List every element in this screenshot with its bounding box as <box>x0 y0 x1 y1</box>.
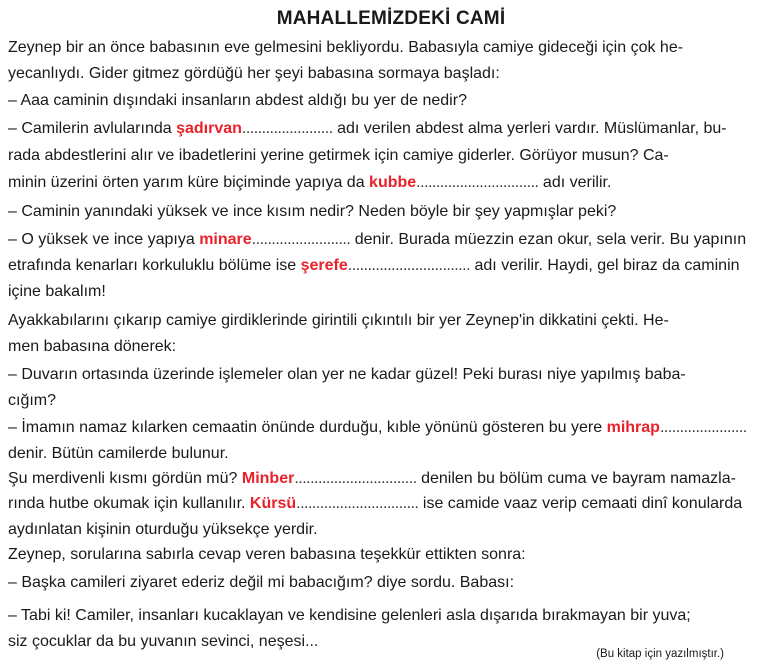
text-line <box>8 282 106 302</box>
text-line <box>8 606 691 626</box>
fill-in-blank <box>250 495 419 512</box>
text-segment: – O yüksek ve ince yapıya <box>8 231 200 248</box>
blank-dots: ............................... <box>416 174 539 191</box>
text-line <box>8 173 611 193</box>
text-line <box>8 545 526 565</box>
text-segment: – Camilerin avlularında <box>8 120 177 137</box>
text-segment: Zeynep bir an önce babasının eve gelmesini bekliyordu. Babasıyla camiye gideceği için çok he- <box>8 39 684 56</box>
text-line <box>8 202 616 222</box>
text-segment: Ayakkabılarını çıkarıp camiye girdiklerinde girintili çıkıntılı bir yer Zeynep'in dikkatini çekti. He- <box>8 312 669 329</box>
source-credit: (Bu kitap için yazılmıştır.) <box>596 648 724 660</box>
text-segment: minin üzerini örten yarım küre biçiminde yapıya da <box>8 174 370 191</box>
text-segment: cığım? <box>8 392 57 409</box>
text-segment: denilen bu bölüm cuma ve bayram namazla- <box>416 470 736 487</box>
text-segment: – Başka camileri ziyaret ederiz değil mi babacığım? diye sordu. Babası: <box>8 574 515 591</box>
fill-in-blank <box>607 419 747 436</box>
text-line <box>8 632 318 652</box>
blank-dots: ............................... <box>296 495 419 512</box>
handwritten-answer: Kürsü <box>249 495 297 512</box>
text-line <box>8 494 742 514</box>
fill-in-blank <box>199 231 350 248</box>
handwritten-answer: şerefe <box>300 257 348 274</box>
handwritten-answer: şadırvan <box>176 120 242 137</box>
fill-in-blank <box>369 174 538 191</box>
handwritten-answer: kubbe <box>369 174 417 191</box>
text-segment: – Duvarın ortasında üzerinde işlemeler olan yer ne kadar güzel! Peki burası niye yapılmış baba- <box>8 366 686 383</box>
text-segment: rında hutbe okumak için kullanılır. <box>8 495 250 512</box>
text-line <box>8 91 467 111</box>
text-segment: – Tabi ki! Camiler, insanları kucaklayan ve kendisine gelenleri asla dışarıda bırakmayan bir yuva; <box>8 607 691 624</box>
text-segment: ise camide vaaz verip cemaati dinî konularda <box>418 495 743 512</box>
text-line <box>8 119 727 139</box>
handwritten-answer: mihrap <box>606 419 660 436</box>
text-segment: Zeynep, sorularına sabırla cevap veren babasına teşekkür ettikten sonra: <box>8 546 526 563</box>
text-segment: adı verilir. <box>538 174 612 191</box>
blank-dots: ............................... <box>294 470 417 487</box>
document-title: MAHALLEMİZDEKİ CAMİ <box>276 8 506 29</box>
text-line <box>8 311 669 331</box>
text-segment: yecanlıydı. Gider gitmez gördüğü her şeyi babasına sormaya başladı: <box>8 65 500 82</box>
text-segment: – Caminin yanındaki yüksek ve ince kısım nedir? Neden böyle bir şey yapmışlar peki? <box>8 203 617 220</box>
text-segment: – İmamın namaz kılarken cemaatin önünde durduğu, kıble yönünü gösteren bu yere <box>8 419 607 436</box>
text-line <box>8 573 514 593</box>
handwritten-answer: minare <box>199 231 252 248</box>
text-segment: siz çocuklar da bu yuvanın sevinci, neşesi... <box>8 633 319 650</box>
text-segment: adı verilir. Haydi, gel biraz da caminin <box>470 257 740 274</box>
text-segment: denir. Bütün camilerde bulunur. <box>8 445 229 462</box>
text-line <box>8 444 229 464</box>
text-segment: aydınlatan kişinin oturduğu yüksekçe yerdir. <box>8 521 318 538</box>
text-line <box>8 337 176 357</box>
text-line <box>8 391 56 411</box>
text-line <box>8 230 746 250</box>
text-line <box>8 146 669 166</box>
text-segment: Şu merdivenli kısmı gördün mü? <box>8 470 242 487</box>
text-segment: rada abdestlerini alır ve ibadetlerini yerine getirmek için camiye giderler. Görüyor musun? Ca- <box>8 147 669 164</box>
text-line <box>8 64 500 84</box>
text-segment: etrafında kenarları korkuluklu bölüme ise <box>8 257 301 274</box>
text-line <box>8 469 736 489</box>
text-segment: denir. Burada müezzin ezan okur, sela verir. Bu yapının <box>350 231 747 248</box>
text-segment: içine bakalım! <box>8 283 106 300</box>
blank-dots: ....................... <box>241 120 333 137</box>
fill-in-blank <box>242 470 417 487</box>
blank-dots: ......................... <box>251 231 351 248</box>
text-line <box>8 256 740 276</box>
text-segment: men babasına dönerek: <box>8 338 177 355</box>
text-segment: adı verilen abdest alma yerleri vardır. Müslümanlar, bu- <box>332 120 727 137</box>
fill-in-blank <box>176 120 333 137</box>
text-line <box>8 365 686 385</box>
blank-dots: ...................... <box>659 419 747 436</box>
fill-in-blank <box>301 257 470 274</box>
blank-dots: ............................... <box>347 257 471 274</box>
text-line <box>8 418 747 438</box>
text-line <box>8 38 683 58</box>
text-segment: – Aaa caminin dışındaki insanların abdest aldığı bu yer de nedir? <box>8 92 467 109</box>
handwritten-answer: Minber <box>241 470 295 487</box>
text-line <box>8 520 318 540</box>
